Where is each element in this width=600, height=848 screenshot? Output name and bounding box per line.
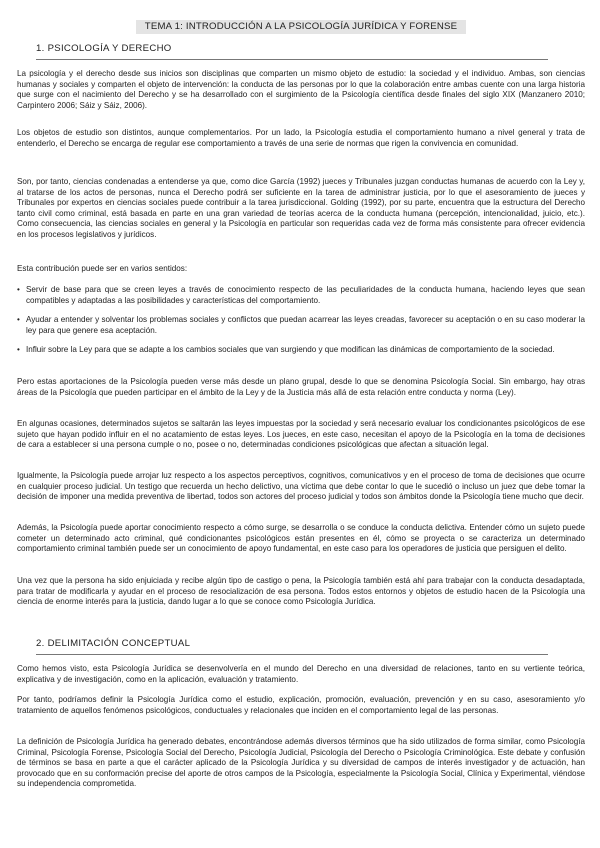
paragraph: Igualmente, la Psicología puede arrojar luz respecto a los aspectos perceptivos, cognitivos, comunicativos y en el proceso de toma de decisiones que ocurre en cualquier proceso judicial. Un testigo que recuerda un hecho delictivo, una víctima que debe contar lo que le sucedió o incluso un juez que debe tomar la decisión de imponer una medida preventiva de libertad, todos son actores del proceso judicial y todos son ámbitos donde la Psicología tiene mucho que decir. (17, 471, 585, 502)
bullet-icon: • (17, 345, 20, 354)
paragraph: La psicología y el derecho desde sus inicios son disciplinas que comparten un mismo objeto de estudio: la sociedad y el individuo. Ambas, son ciencias humanas y sociales y comparten el objeto de intervención: la conducta de las personas por lo que la colaboración entre ambas cuente con una larga historia que surge con el nacimiento del Derecho y se ha desarrollado con el surgimiento de la Psicología científica desde finales del siglo XIX (Manzanero 2010; Carpintero 2006; Sáiz y Sáiz, 2006). (17, 69, 585, 110)
list-item-text: Servir de base para que se creen leyes a través de conocimiento respecto de las peculiaridades de la conducta humana, haciendo leyes que sean compatibles y adaptadas a las posibilidades y características del comportamiento. (26, 285, 585, 305)
paragraph: Pero estas aportaciones de la Psicología pueden verse más desde un plano grupal, desde lo que se denomina Psicología Social. Sin embargo, hay otras áreas de la Psicología que pueden participar en el ámbito de la Ley y de la Justicia más allá de esta relación entre conducta y norma (Ley). (17, 377, 585, 397)
list-item (17, 345, 585, 356)
list-item-text: Influir sobre la Ley para que se adapte a los cambios sociales que van surgiendo y que modifican las dinámicas de comportamiento de la sociedad. (26, 345, 555, 354)
paragraph: Esta contribución puede ser en varios sentidos: (17, 264, 188, 273)
bullet-icon: • (17, 285, 20, 294)
section-1-heading: 1. PSICOLOGÍA Y DERECHO (36, 43, 172, 54)
paragraph: En algunas ocasiones, determinados sujetos se saltarán las leyes impuestas por la sociedad y será necesario evaluar los condicionantes psicológicos de ese sujeto que hayan podido influir en el no acatamiento de estas leyes. Los jueces, en este caso, necesitan el apoyo de la Psicología en la toma de decisiones de cara a establecer si una persona cumple o no, posee o no, determinadas condiciones psicológicas que afectan a situación legal. (17, 419, 585, 450)
section-2-rule (36, 654, 548, 655)
paragraph: Por tanto, podríamos definir la Psicología Jurídica como el estudio, explicación, promoción, evaluación, prevención y en su caso, asesoramiento y/o tratamiento de aquellos fenómenos psicológicos, conductuales y relacionales que inciden en el comportamiento legal de las personas. (17, 695, 585, 715)
paragraph: Una vez que la persona ha sido enjuiciada y recibe algún tipo de castigo o pena, la Psicología también está ahí para trabajar con la conducta desadaptada, para tratar de modificarla y ayudar en el proceso de resocialización de esa persona. Todos estos entornos y objetos de estudio hacen de la Psicología una ciencia de enorme interés para la justicia, dando lugar a lo que se conoce como Psicología Jurídica. (17, 576, 585, 607)
paragraph: Además, la Psicología puede aportar conocimiento respecto a cómo surge, se desarrolla o se conduce la conducta delictiva. Entender cómo un sujeto puede cometer un determinado acto criminal, qué condicionantes psicológicos están presentes en él, cómo se proyecta o se caracteriza un determinado comportamiento criminal también puede ser un conocimiento de apoyo fundamental, en este caso para los operadores de justicia que persiguen el delito. (17, 523, 585, 554)
paragraph: Los objetos de estudio son distintos, aunque complementarios. Por un lado, la Psicología estudia el comportamiento humano a nivel general y trata de entenderlo, el Derecho se encarga de regular ese comportamiento a través de una serie de normas que rigen la convivencia en comunidad. (17, 128, 585, 148)
bullet-icon: • (17, 315, 20, 324)
list-item (17, 285, 585, 306)
document-title: TEMA 1: INTRODUCCIÓN A LA PSICOLOGÍA JURÍDICA Y FORENSE (136, 20, 466, 34)
section-2-heading: 2. DELIMITACIÓN CONCEPTUAL (36, 638, 191, 649)
paragraph: La definición de Psicología Jurídica ha generado debates, encontrándose además diversos términos que ha sido utilizados de forma similar, como Psicología Criminal, Psicología Forense, Psicología Social del Derecho, Psicología Judicial, Psicología del Derecho o Psicología Criminológica. Este debate y confusión de términos se basa en parte a que el carácter aplicado de la Psicología Jurídica y su diversidad de campos de interés investigador y de actuación, han provocado que en su conformación precise del aporte de otros campos de la Psicología, especialmente la Psicología Social, Clínica y Experimental, viéndose su independencia comprometida. (17, 737, 585, 789)
section-1-rule (36, 59, 548, 60)
list-item-text: Ayudar a entender y solventar los problemas sociales y conflictos que puedan acarrear las leyes creadas, favorecer su aceptación o en su caso moderar la ley para que genere esa aceptación. (26, 315, 585, 335)
list-item (17, 315, 585, 336)
paragraph: Como hemos visto, esta Psicología Jurídica se desenvolvería en el mundo del Derecho en una diversidad de relaciones, tanto en su vertiente teórica, explicativa y de investigación, como en la aplicación, evaluación y tratamiento. (17, 664, 585, 684)
paragraph: Son, por tanto, ciencias condenadas a entenderse ya que, como dice García (1992) jueces y Tribunales juzgan conductas humanas de acuerdo con la Ley y, al tratarse de los actos de personas, nunca el Derecho podrá ser suficiente en la tarea de administrar justicia, por lo que el asesoramiento de jueces y Tribunales por expertos en ciencias sociales puede contribuir a la tarea jurisdiccional. Golding (1992), por su parte, encuentra que la estructura del Derecho tanto civil como criminal, está basada en parte en una gran variedad de teorías acerca de la conducta humana (percepción, intencionalidad, juicio, etc.). Como consecuencia, las ciencias sociales en general y la Psicología en particular son requeridas cada vez de forma más consistente para ofrecer evidencia en los procesos legislativos y jurídicos. (17, 177, 585, 239)
